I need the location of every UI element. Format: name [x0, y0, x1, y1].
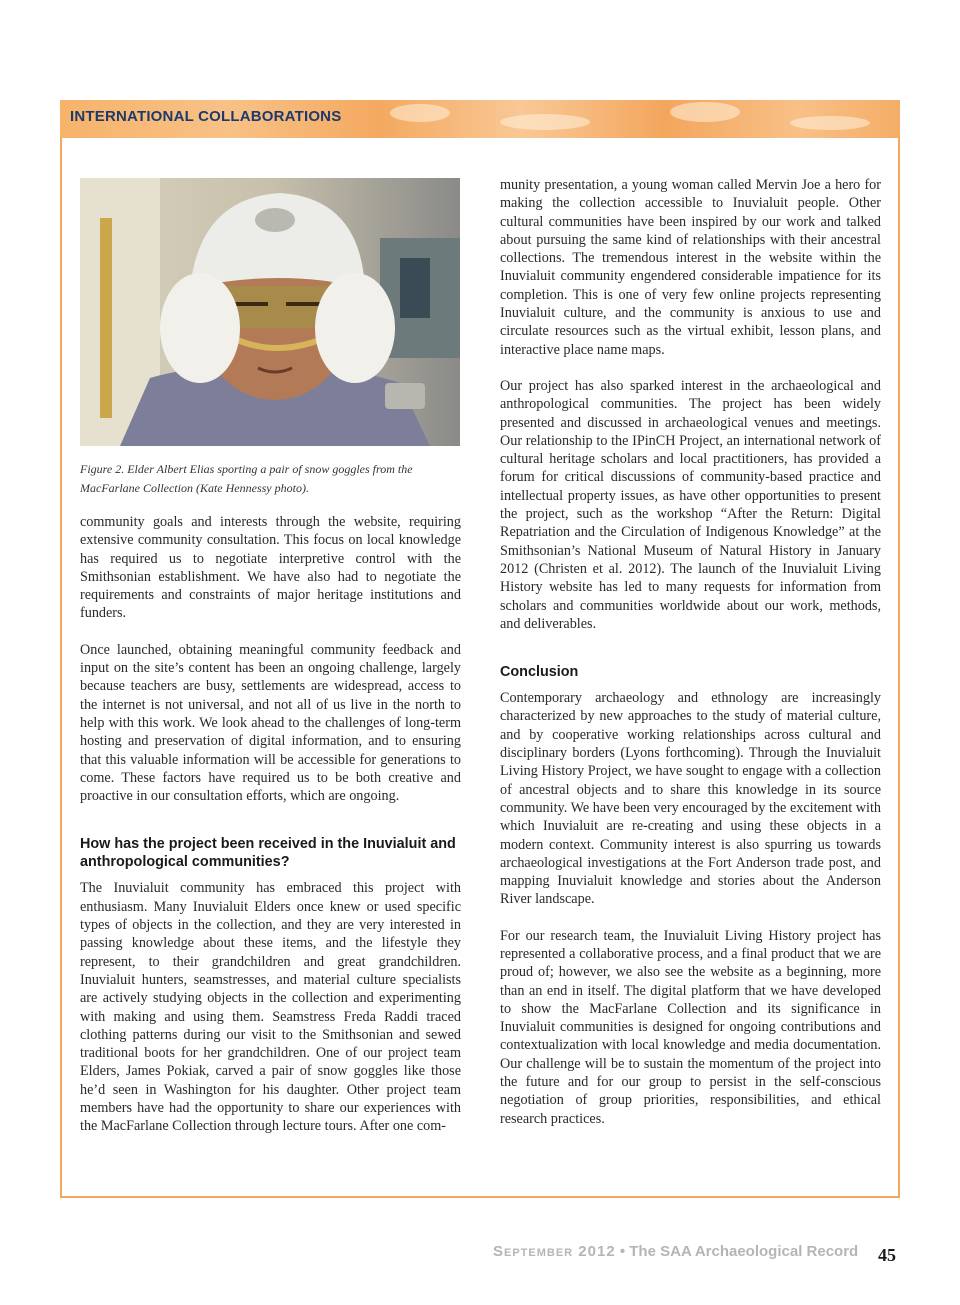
- left-column: [80, 513, 461, 1154]
- figure-caption: Figure 2. Elder Albert Elias sporting a pair of snow goggles from the MacFarlane Collection (Kate Hennessy photo).: [80, 462, 413, 495]
- paragraph: Our project has also sparked interest in the archaeological and anthropological communities. The project has been widely presented and discussed in archaeological venues and meetings. Our relationship to the IPinCH Project, an international network of cultural heritage scholars and local practitioners, has provided a forum for critical discussions of community-based practice and intellectual property issues, as have other opportunities to present the project, such as the workshop “After the Return: Digital Repatriation and the Circulation of Indigenous Knowledge” at the Smithsonian’s National Museum of Natural History in January 2012 (Christen et al. 2012). The launch of the Inuvialuit Living History website has led to many requests for information from scholars and communities worldwide about our work, methods, and deliverables.: [500, 377, 881, 632]
- figure-photo: [80, 178, 460, 446]
- right-column: [500, 176, 881, 1146]
- footer-date: September 2012: [493, 1243, 616, 1260]
- running-footer: [493, 1243, 858, 1260]
- paragraph: munity presentation, a young woman called Mervin Joe a hero for making the collection accessible to Inuvialuit people. Other cultural communities have been inspired by our work and talked about pursuing the same kind of relationships with their ancestral collections. The tremendous interest in the website within the Inuvialuit community engendered considerable impatience for its completion. This is one of very few online projects representing Inuvialuit culture, and the community is anxious to use and circulate resources such as the virtual exhibit, lesson plans, and interactive place name maps.: [500, 177, 881, 358]
- paragraph: For our research team, the Inuvialuit Living History project has represented a collaborative process, and a final product that we are proud of; however, we also see the website as a beginning, more than an end in itself. The digital platform that we have developed to show the MacFarlane Collection and its significance in Inuvialuit communities is designed for ongoing contributions and contextualization with local knowledge and media documentation. Our challenge will be to sustain the momentum of the project into the future and for our group to persist in the self-conscious negotiation of group priorities, responsibilities, and ethical research practices.: [500, 927, 881, 1127]
- conclusion-heading: Conclusion: [500, 664, 579, 681]
- paragraph: Once launched, obtaining meaningful community feedback and input on the site’s content has been an ongoing challenge, largely because teachers are busy, settlements are widespread, access to the internet is not universal, and not all of us live in the north to help with this work. We look ahead to the challenges of long-term hosting and preservation of digital information, and to ensuring that this valuable information will be accessible for generations to come. These factors have required us to be both creative and proactive in our consultation efforts, which are ongoing.: [80, 641, 461, 805]
- paragraph: Contemporary archaeology and ethnology are increasingly characterized by new approaches to the study of material culture, and by cooperative working relationships across cultural and disciplinary borders (Lyons forthcoming). Through the Inuvialuit Living History Project, we have sought to engage with a collection of ancestral objects and to share this knowledge in its source community. We have been very encouraged by the excitement with which Inuvialuit are re-creating and using these objects in a modern context. Community interest is also spurring us towards archaeological investigations at the Fort Anderson trade post, and mapping Inuvialuit knowledge and stories about the Anderson River landscape.: [500, 690, 881, 908]
- section-banner: [60, 100, 900, 138]
- page-number: 45: [878, 1245, 896, 1265]
- paragraph: community goals and interests through the website, requiring extensive community consultation. This focus on local knowledge has required us to negotiate interpretive control with the Smithsonian establishment. We have also had to negotiate the requirements and constraints of major heritage institutions and funders.: [80, 514, 461, 622]
- elder-snow-goggles-photo: [80, 178, 460, 446]
- section-heading: How has the project been received in the Inuvialuit and anthropological communities?: [80, 836, 456, 871]
- footer-publication: The SAA Archaeological Record: [629, 1243, 859, 1260]
- section-title: INTERNATIONAL COLLABORATIONS: [70, 108, 342, 125]
- paragraph: The Inuvialuit community has embraced this project with enthusiasm. Many Inuvialuit Elders once knew or used specific types of objects in the collection, and they are very interested in passing knowledge about these items, and the lifestyle they represent, to their grandchildren and great grandchildren. Inuvialuit hunters, seamstresses, and material culture specialists are actively studying objects in the collection and experimenting with making and using them. Seamstress Freda Raddi traced clothing patterns during our visit to the Smithsonian and sewed traditional boots for her grandchildren. One of our project team Elders, James Pokiak, carved a pair of snow goggles like those he’d seen in Washington for his daughter. Other project team members have had the opportunity to share our experiences with the MacFarlane Collection through lecture tours. After one com-: [80, 880, 461, 1135]
- footer-separator: •: [615, 1243, 630, 1260]
